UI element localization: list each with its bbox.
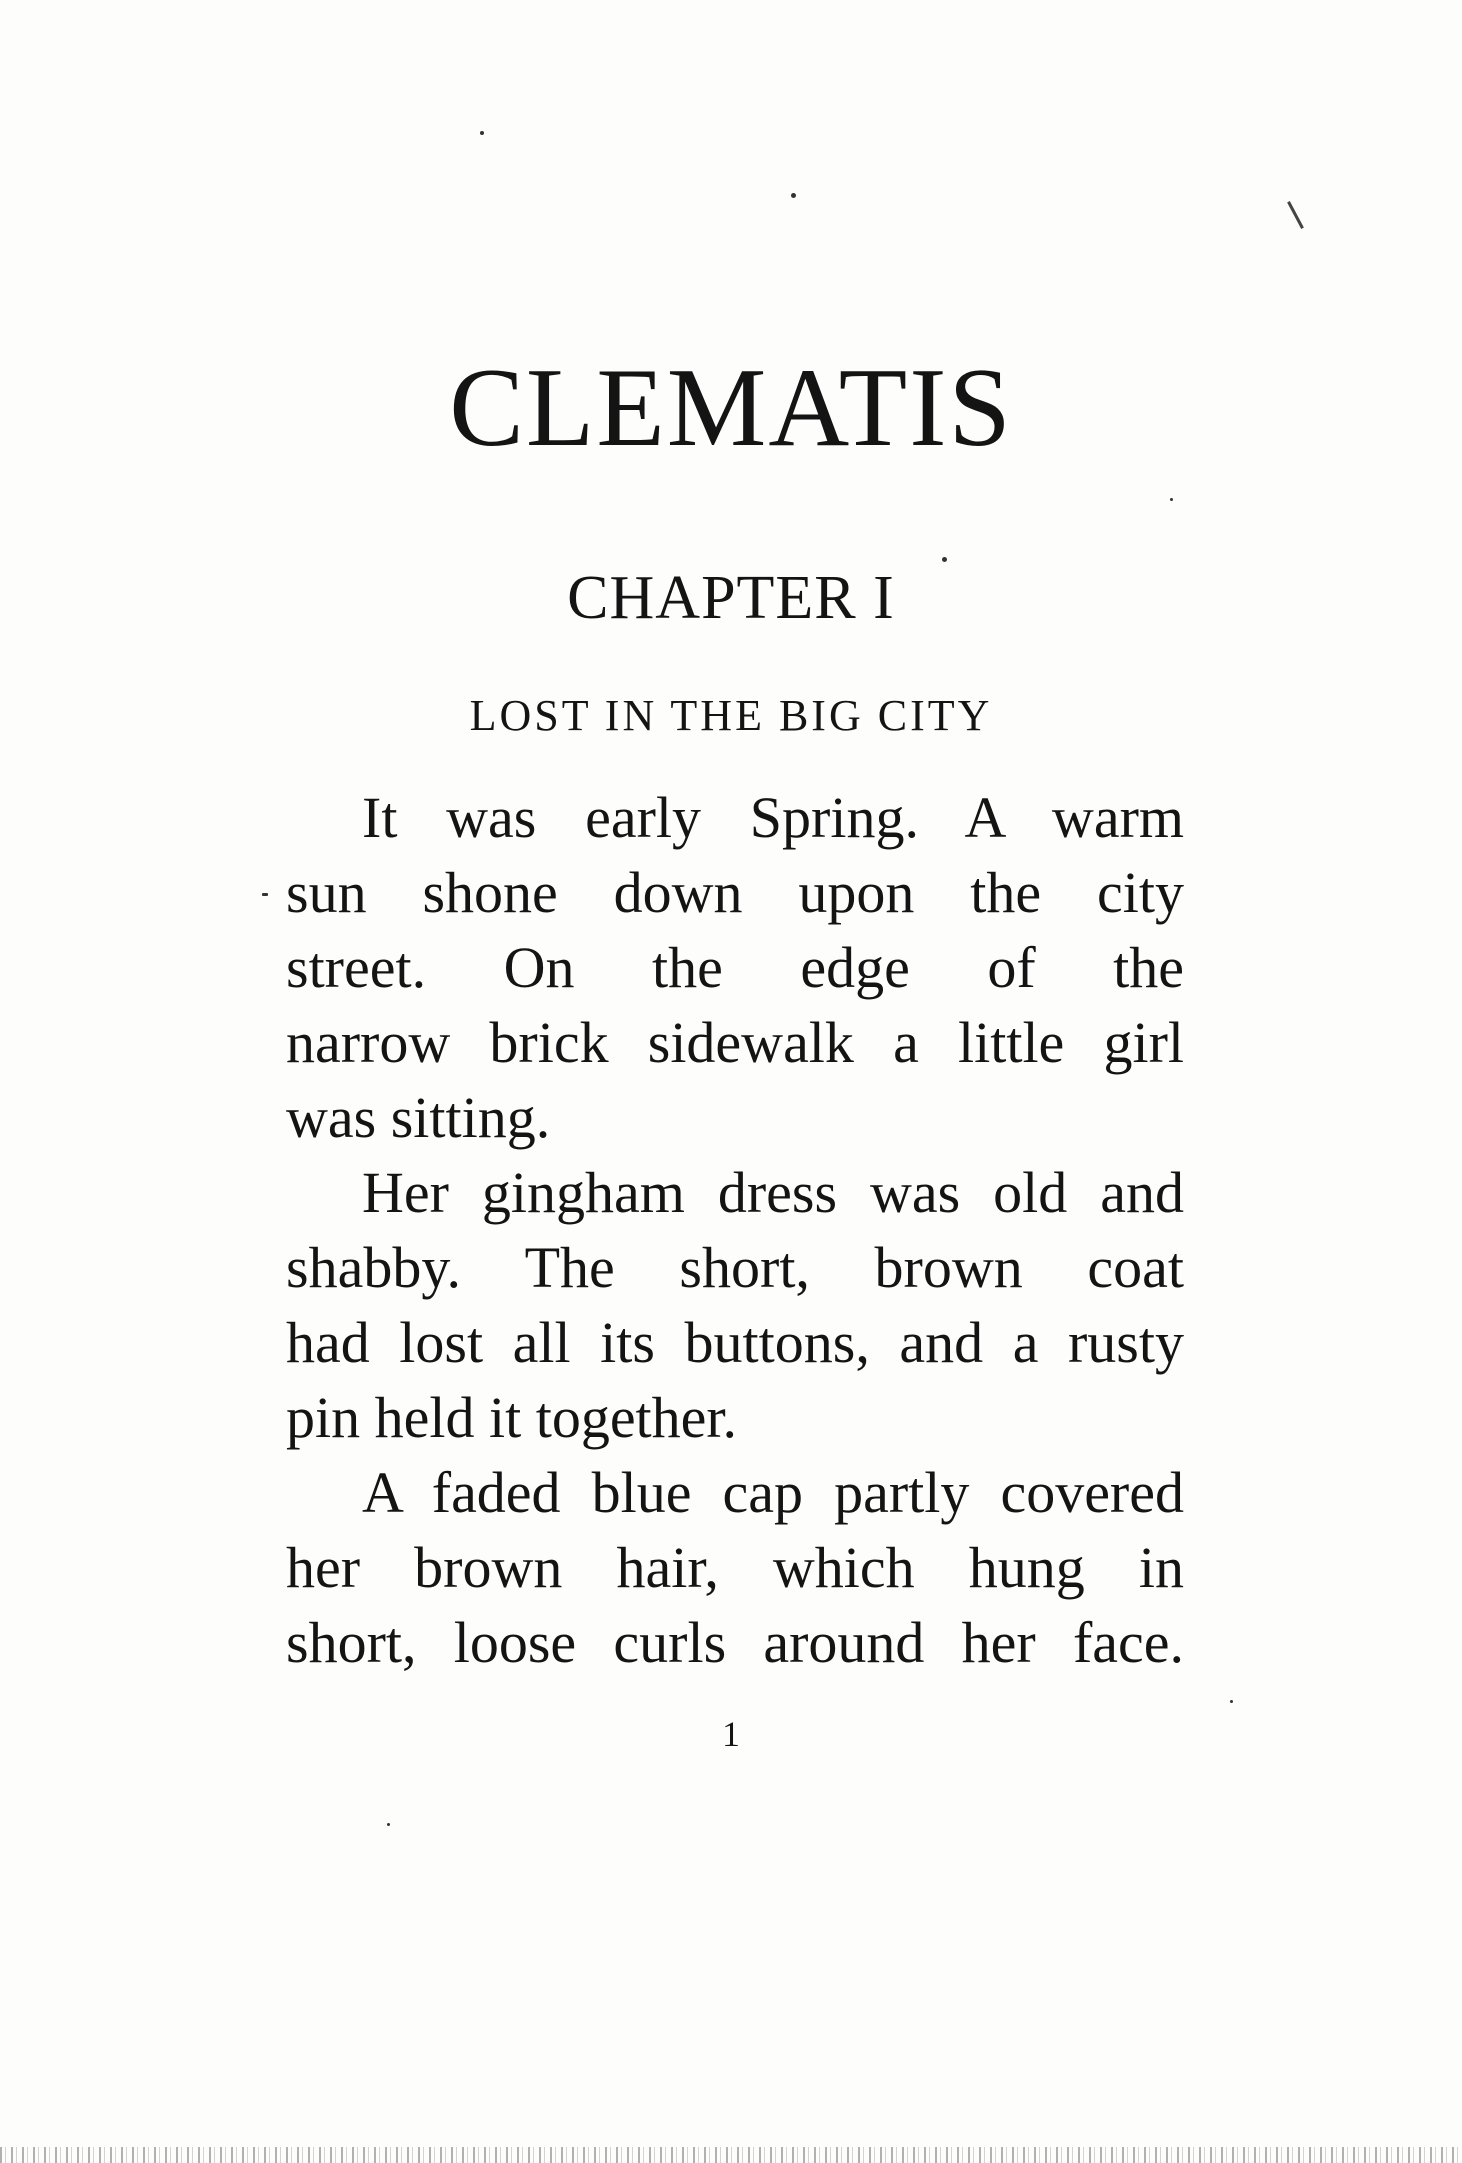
text-line: Her gingham dress was old and [362, 1160, 1184, 1225]
text-line: her brown hair, which hung in [286, 1535, 1184, 1600]
text-line: had lost all its buttons, and a rusty [286, 1310, 1184, 1375]
text-line: sun shone down upon the city [286, 860, 1184, 925]
scan-edge-noise [0, 2147, 1462, 2163]
paragraph [286, 780, 1184, 1155]
scan-speck [1170, 498, 1173, 501]
scan-mark [1287, 201, 1304, 229]
text-line: pin held it together. [286, 1385, 738, 1450]
book-title: CLEMATIS [449, 346, 1013, 470]
scan-speck [1230, 1700, 1233, 1703]
paragraph [286, 1455, 1184, 1680]
text-line: was sitting. [286, 1085, 551, 1150]
text-line: short, loose curls around her face. [286, 1610, 1184, 1675]
body-text [286, 780, 1184, 1680]
scan-speck [942, 557, 947, 562]
text-line: narrow brick sidewalk a little girl [286, 1010, 1184, 1075]
page-number: 1 [722, 1714, 740, 1754]
scan-speck [480, 131, 484, 135]
text-line: shabby. The short, brown coat [286, 1235, 1184, 1300]
text-line: street. On the edge of the [286, 935, 1184, 1000]
scan-speck [262, 893, 268, 896]
scan-speck [791, 193, 796, 198]
scan-speck [387, 1823, 390, 1826]
text-line: A faded blue cap partly covered [362, 1460, 1184, 1525]
chapter-subtitle: LOST IN THE BIG CITY [469, 691, 993, 740]
chapter-heading: CHAPTER I [567, 564, 895, 632]
text-line: It was early Spring. A warm [362, 785, 1184, 850]
paragraph [286, 1155, 1184, 1455]
